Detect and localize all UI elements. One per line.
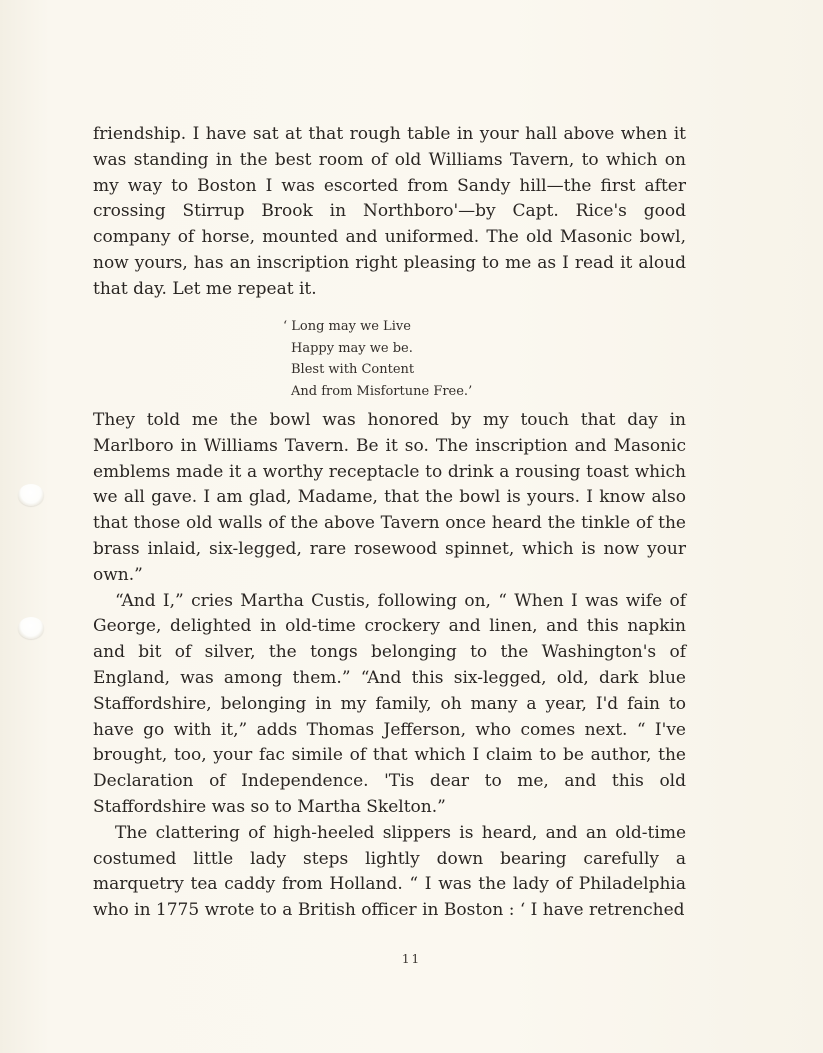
paragraph: They told me the bowl was honored by my touch that day in Marlboro in Williams Tavern. Be it so. The inscription and Masonic emblems made it a worthy receptacle to drink a rousing toast which we all gave. I am glad, Madame, that the bowl is yours. I know also that those old walls of the above Tavern once heard the tinkle of the brass inlaid, six-legged, rare rosewood spinnet, which is now your own.”: [93, 410, 686, 585]
page-number: 11: [401, 952, 422, 966]
paragraph: friendship. I have sat at that rough table in your hall above when it was standing in the best room of old Williams Tavern, to which on my way to Boston I was escorted from Sandy hill—the first after crossing Stirrup Brook in Northboro'—by Capt. Rice's good company of horse, mounted and uniformed. The old Masonic bowl, now yours, has an inscription right pleasing to me as I read it aloud that day. Let me repeat it.: [93, 124, 686, 299]
text-block-lower: [93, 408, 686, 924]
verse-line: Blest with Content: [291, 362, 415, 377]
paragraph: “And I,” cries Martha Custis, following on, “ When I was wife of George, delighted in old-time crockery and linen, and this napkin and bit of silver, the tongs belonging to the Washington's of England, was among them.” “And this six-legged, old, dark blue Staffordshire, belonging in my family, oh many a year, I'd fain to have go with it,” adds Thomas Jefferson, who comes next. “ I've brought, too, your fac simile of that which I claim to be author, the Declaration of Independence. 'Tis dear to me, and this old Staffordshire was so to Martha Skelton.”: [93, 590, 686, 817]
text-block-upper: [93, 122, 686, 303]
paragraph: The clattering of high-heeled slippers is heard, and an old-time costumed little lady steps lightly down bearing carefully a marquetry tea caddy from Holland. “ I was the lady of Philadelphia who in 1775 wrote to a British officer in Boston : ‘ I have retrenched: [93, 822, 686, 921]
inscription-verse: [283, 316, 472, 402]
punch-hole: [18, 484, 44, 506]
verse-line: ‘ Long may we Live: [283, 319, 411, 334]
punch-hole: [18, 617, 44, 639]
verse-line: And from Misfortune Free.’: [291, 383, 473, 399]
verse-line: Happy may we be.: [291, 340, 413, 356]
